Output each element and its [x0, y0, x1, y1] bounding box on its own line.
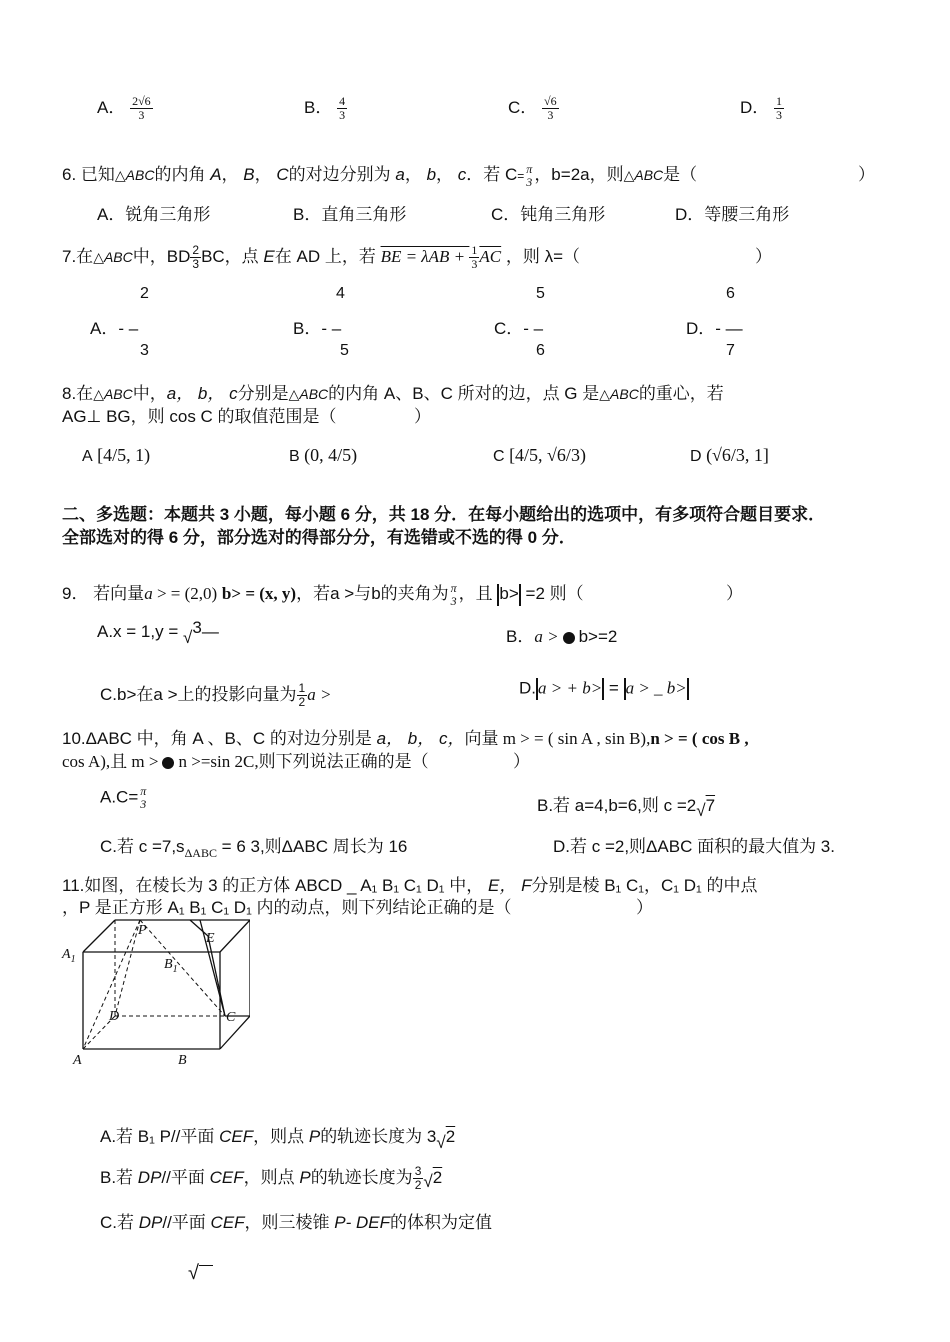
q9-vector-a: a: [144, 584, 153, 603]
q7-option-b-num: 4: [336, 285, 345, 302]
q9-three: 3: [450, 593, 457, 608]
q11-close-paren: ）: [636, 898, 653, 917]
q5-option-a-den: 3: [138, 108, 145, 123]
q9-option-b-label: B．: [506, 627, 535, 646]
q9-stem-f: ，且: [458, 584, 493, 603]
q6-three: 3: [526, 174, 533, 189]
q9-option-d-expr-a: a > + b>: [538, 678, 603, 698]
q7-stem-c: BC，点: [201, 247, 259, 266]
q6-stem-a: 6. 已知: [62, 165, 115, 184]
q9-pi: π: [450, 580, 457, 595]
q6-side-c: c: [457, 165, 467, 184]
q11-option-b-den: 2: [414, 1178, 422, 1193]
q7-vector-fraction-den: 3: [471, 257, 478, 272]
q9-stem-g: b>: [499, 584, 519, 603]
q7-option-d-label: D．: [686, 319, 716, 338]
edge-b1-c1: [220, 920, 250, 952]
label-a1: [61, 947, 76, 965]
q9-option-a-value: 3: [192, 618, 202, 637]
q9-option-c-num: 1: [298, 681, 306, 696]
q8-option-c-expr: [4/5, √6/3): [509, 445, 586, 465]
q6-angle-a: A: [210, 165, 222, 184]
q11-option-b-num: 3: [414, 1164, 422, 1179]
q9-option-d-bar-2: [602, 678, 604, 700]
q7-option-a-sign: -: [118, 319, 129, 338]
q8-line1-c: 分别是: [237, 384, 289, 403]
label-a1-sub: 1: [70, 954, 76, 965]
q6-option-a: A．锐角三角形: [97, 205, 211, 224]
q6-side-a: a: [395, 165, 405, 184]
q10-option-b-text: B.若 a=4,b=6,则 c =2: [537, 796, 697, 815]
q6-stem-b: 的内角: [154, 165, 211, 184]
q7-option-c: C．- –: [494, 319, 544, 338]
q9-option-a-text: A.x = 1,y =: [97, 622, 183, 641]
q7-option-b-sign: -: [321, 319, 332, 338]
q7-option-a-label: A．: [90, 319, 119, 338]
label-b: B: [178, 1053, 187, 1068]
q6-equals: =: [517, 169, 525, 183]
q7-option-c-num: 5: [536, 285, 545, 302]
q9-option-c: [100, 680, 331, 709]
q8-line2: [62, 402, 337, 427]
q9-vector-b: b> = (x, y): [221, 584, 297, 603]
q10-pi: π: [140, 784, 147, 798]
q10-vector-n: n > = ( cos B ,: [650, 729, 749, 748]
q5-option-b-fraction: [337, 95, 347, 122]
q7-vector-fraction-num: 1: [471, 243, 478, 258]
q10-close-paren: ）: [513, 752, 530, 771]
q7-vector-equation: BE = λAB +: [380, 247, 470, 266]
q10-line2-b: n >=sin 2C,则下列说法正确的是（: [178, 752, 429, 771]
q9-option-c-fraction: [297, 682, 308, 709]
q8-option-d-expr: (√6/3, 1]: [706, 445, 769, 465]
q10-option-c-subscript: ΔABC: [184, 846, 217, 860]
q11-option-a: [100, 1122, 456, 1152]
q8-triangle-1: △ABC: [93, 386, 133, 402]
q9-option-d: [519, 678, 689, 700]
q11-option-a-a: A.若 B₁ P//平面: [100, 1127, 215, 1146]
q7-point-e: E: [263, 247, 275, 266]
label-b1-letter: B: [164, 957, 173, 972]
label-c: C: [226, 1010, 236, 1025]
q6-angle-c: C: [276, 165, 289, 184]
q6-pi: π: [526, 161, 533, 176]
q10-option-a-equals: =: [128, 787, 139, 807]
q6-stem-e: ，b=2a，则: [534, 165, 624, 184]
q8-option-d: [690, 445, 769, 466]
q7-option-d-sign: -: [715, 319, 726, 338]
q11-option-a-root: 2: [445, 1127, 456, 1146]
q7-option-a-num: 2: [140, 285, 149, 302]
q9-option-c-expr-a: b>在: [117, 685, 154, 704]
q7-option-b: B．- –: [293, 319, 342, 338]
q5-option-b-den: 3: [339, 108, 346, 123]
q5-option-a-fraction: [130, 95, 153, 122]
q11-point-f: F: [521, 876, 532, 895]
q10-line1-b: 向量 m > = ( sin A , sin B),: [464, 729, 651, 748]
label-e: E: [206, 931, 215, 946]
label-a: A: [73, 1053, 82, 1068]
q5-option-a: [97, 93, 153, 122]
radical-sign-fragment: √: [188, 1262, 213, 1285]
q10-option-d: D.若 c =2,则ΔABC 面积的最大值为 3.: [553, 837, 835, 856]
q6-close-paren: ）: [858, 165, 875, 184]
q6-option-c: C．钝角三角形: [491, 205, 606, 224]
q10-line1: [62, 724, 749, 749]
q8-option-a: [82, 445, 150, 466]
q5-option-d-den: 3: [776, 108, 783, 123]
q9-option-a: A.x = 1,y = √3—: [97, 618, 219, 647]
q5-option-c-fraction: [542, 95, 559, 122]
q5-option-d-fraction: [774, 95, 784, 122]
q5-option-b-num: 4: [339, 94, 346, 109]
cube-figure: [60, 912, 250, 1072]
q7-option-d-den: 7: [726, 342, 735, 359]
q9-option-d-equals: =: [608, 678, 619, 698]
q8-option-c: [493, 445, 586, 466]
q11-option-b-dp: DP: [137, 1168, 162, 1187]
q8-option-b-expr: (0, 4/5): [304, 445, 358, 465]
q7-option-c-sign: -: [523, 319, 534, 338]
q11-option-a-cef: CEF: [219, 1127, 254, 1146]
q11-point-e: E，: [488, 876, 517, 895]
q9-stem-c: ，若: [296, 584, 331, 603]
q6-stem-f: 是（: [663, 165, 698, 184]
q8-line1-d: 的内角 A、B、C 所对的边，点 G 是: [328, 384, 600, 403]
q11-option-b-fraction: [413, 1165, 424, 1192]
q7-vector-fraction: [469, 244, 479, 271]
q10-option-c: [100, 832, 408, 860]
q11-line2-text: ，P 是正方形 A₁ B₁ C₁ D₁ 内的动点，则下列结论正确的是（: [62, 898, 512, 917]
q9-stem-h: =2 则（: [525, 584, 584, 603]
q11-option-a-c: 的轨迹长度为 3: [320, 1127, 437, 1146]
dot-product-icon: [162, 757, 174, 769]
q6-angle-b: B: [243, 165, 255, 184]
q11-option-a-p: P: [308, 1127, 321, 1146]
q7-option-a: A．- –: [90, 319, 139, 338]
q7-vector-ac: $\overline{AC}$: [479, 247, 502, 266]
q9-option-c-label: C.: [100, 685, 117, 704]
q11-option-c-a: C.若: [100, 1213, 134, 1232]
sqrt-icon: √: [423, 1172, 433, 1191]
q10-option-c-text: C.若 c =7,s: [100, 837, 185, 856]
q9-stem-d: a >与: [330, 584, 372, 603]
q8-option-d-label: D: [690, 448, 702, 465]
q9-option-b-expr-a: a >: [534, 627, 559, 646]
q9-option-c-expr-b: a >上的投影向量为: [153, 685, 297, 704]
q6-stem: 6. 已知△ABC的内角 A， B， C的对边分别为 a， b， c．若 C= π 3 ，b=2a，则△ABC是（: [62, 161, 698, 189]
label-a1-letter: A: [62, 947, 71, 962]
q5-option-d: [740, 93, 784, 122]
q9-option-d-expr-b: a > _ b>: [625, 678, 687, 698]
label-d: D: [109, 1009, 120, 1024]
q10-line2-a: cos A),且 m >: [62, 752, 159, 771]
q5-option-b: [304, 93, 347, 122]
q6-triangle-2: △ABC: [623, 167, 664, 183]
q10-option-c-rest: = 6 3,则ΔABC 周长为 16: [216, 837, 408, 856]
sqrt-icon: √: [696, 801, 706, 820]
q11-option-b-b: //平面: [161, 1168, 205, 1187]
q10-option-a: [100, 785, 148, 811]
q9-option-b-expr-b: b>=2: [578, 627, 618, 646]
q7-option-b-den: 5: [340, 342, 349, 359]
q11-option-c-d: 的体积为定值: [390, 1213, 493, 1232]
q6-triangle-1: △ABC: [114, 167, 155, 183]
q7-option-d-num: 6: [726, 285, 735, 302]
q7-option-b-label: B．: [293, 319, 322, 338]
q11-option-c-cef: CEF: [210, 1213, 245, 1232]
q9-abs-bar-right: [519, 584, 521, 606]
q10-sides: a， b， c，: [376, 729, 465, 748]
q10-line1-a: 10.ΔABC 中，角 A 、B、C 的对边分别是: [62, 729, 372, 748]
q6-option-d: D．等腰三角形: [675, 205, 790, 224]
q7-stem-b: 中，BD: [132, 247, 191, 266]
q8-line1-b: 中，: [132, 384, 167, 403]
q5-option-a-num: 2√6: [132, 94, 151, 109]
q5-option-c-num: √6: [544, 94, 557, 109]
label-p: P: [138, 923, 147, 938]
q8-line1: [62, 379, 724, 404]
q8-triangle-3: △ABC: [599, 386, 639, 402]
q8-close-paren: ）: [414, 407, 431, 426]
q9-stem-a: 9． 若向量: [62, 584, 145, 603]
section-2-line1: 二、多选题：本题共 3 小题，每小题 6 分，共 18 分．在每小题给出的选项中，有多项符合题目要求．: [62, 505, 826, 524]
q7-stem-a: 7.在: [62, 247, 94, 266]
q7-option-d: D．- —: [686, 319, 743, 338]
q7-option-a-den: 3: [140, 342, 149, 359]
q11-option-c: [100, 1208, 492, 1233]
q11-option-c-pdef: P- DEF: [334, 1213, 391, 1232]
q11-option-b: [100, 1163, 442, 1192]
q11-option-b-d: 的轨迹长度为: [310, 1168, 413, 1187]
q8-option-b-label: B: [289, 448, 300, 465]
q9-option-d-label: D.: [519, 678, 536, 698]
q11-option-b-cef: CEF: [209, 1168, 244, 1187]
q10-option-a-label: A.C: [100, 787, 129, 807]
q5-option-c: [508, 93, 559, 122]
q7-option-c-den: 6: [536, 342, 545, 359]
label-b1-sub: 1: [172, 964, 178, 975]
q11-option-b-root: 2: [432, 1168, 443, 1187]
q9-stem: [62, 579, 584, 608]
q9-option-c-den: 2: [298, 695, 306, 710]
q5-option-c-den: 3: [547, 108, 554, 123]
q5-option-b-label: B．: [304, 98, 333, 117]
edge-a1-d1: [83, 920, 115, 952]
q10-option-b-root: 7: [705, 796, 716, 815]
q7-fraction: [190, 244, 201, 271]
q8-line1-e: 的重心，若: [638, 384, 724, 403]
q8-line2-text: AG⊥ BG，则 cos C 的取值范围是（: [62, 407, 337, 426]
q7-fraction-num: 2: [192, 243, 200, 258]
q10-pi-fraction: [138, 785, 148, 811]
q11-option-c-c: ，则三棱锥: [244, 1213, 330, 1232]
q11-line1-b: 分别是棱 B₁ C₁，C₁ D₁ 的中点: [531, 876, 758, 895]
q8-sides: a， b， c: [166, 384, 238, 403]
q5-option-a-label: A．: [97, 98, 126, 117]
section-2-line2: 全部选对的得 6 分，部分选对的得部分分，有选错或不选的得 0 分．: [62, 528, 576, 547]
q6-pi-fraction: [524, 163, 534, 189]
q7-triangle: △ABC: [93, 249, 133, 265]
q9-option-b: [506, 622, 617, 647]
q8-line1-a: 8.在: [62, 384, 94, 403]
q8-option-a-label: A: [82, 448, 93, 465]
q6-stem-c: 的对边分别为: [288, 165, 391, 184]
q11-option-a-b: ，则点: [253, 1127, 305, 1146]
dot-product-icon: [563, 632, 575, 644]
q6-option-b: B．直角三角形: [293, 205, 407, 224]
q9-stem-b: > = (2,0): [152, 584, 218, 603]
q11-option-c-b: //平面: [162, 1213, 206, 1232]
q9-option-d-bar-4: [687, 678, 689, 700]
q11-option-c-dp: DP: [138, 1213, 163, 1232]
q5-option-d-num: 1: [776, 94, 783, 109]
q10-three: 3: [140, 797, 147, 811]
q6-side-b: b: [426, 165, 437, 184]
q8-option-c-label: C: [493, 448, 505, 465]
q8-option-a-expr: [4/5, 1): [97, 445, 151, 465]
q9-close-paren: ）: [726, 584, 743, 603]
q5-option-c-label: C．: [508, 98, 538, 117]
q11-line1-a: 11.如图，在棱长为 3 的正方体 ABCD _ A₁ B₁ C₁ D₁ 中，: [62, 876, 484, 895]
q7-stem-e: ，则 λ=（: [505, 247, 581, 266]
sqrt-icon: √: [436, 1133, 446, 1152]
q8-triangle-2: △ABC: [288, 386, 329, 402]
q7-stem: [62, 242, 580, 271]
q11-option-b-c: ，则点: [243, 1168, 295, 1187]
q10-option-b: [537, 791, 716, 820]
q5-option-d-label: D．: [740, 98, 770, 117]
q7-stem-d: 在 AD 上，若: [274, 247, 376, 266]
q7-close-paren: ）: [755, 247, 772, 266]
q9-option-c-expr-c: a >: [307, 685, 332, 704]
q6-stem-d: ．若 C: [466, 165, 518, 184]
q7-fraction-den: 3: [192, 257, 200, 272]
q11-option-b-p: P: [299, 1168, 311, 1187]
q8-option-b: [289, 445, 357, 466]
label-b1: [164, 957, 178, 975]
q9-pi-fraction: [449, 582, 459, 608]
q7-option-c-label: C．: [494, 319, 524, 338]
hidden-edge-p-a: [83, 920, 140, 1049]
q10-line2: [62, 747, 429, 772]
q9-stem-e: b的夹角为: [371, 584, 449, 603]
q11-option-b-a: B.若: [100, 1168, 134, 1187]
